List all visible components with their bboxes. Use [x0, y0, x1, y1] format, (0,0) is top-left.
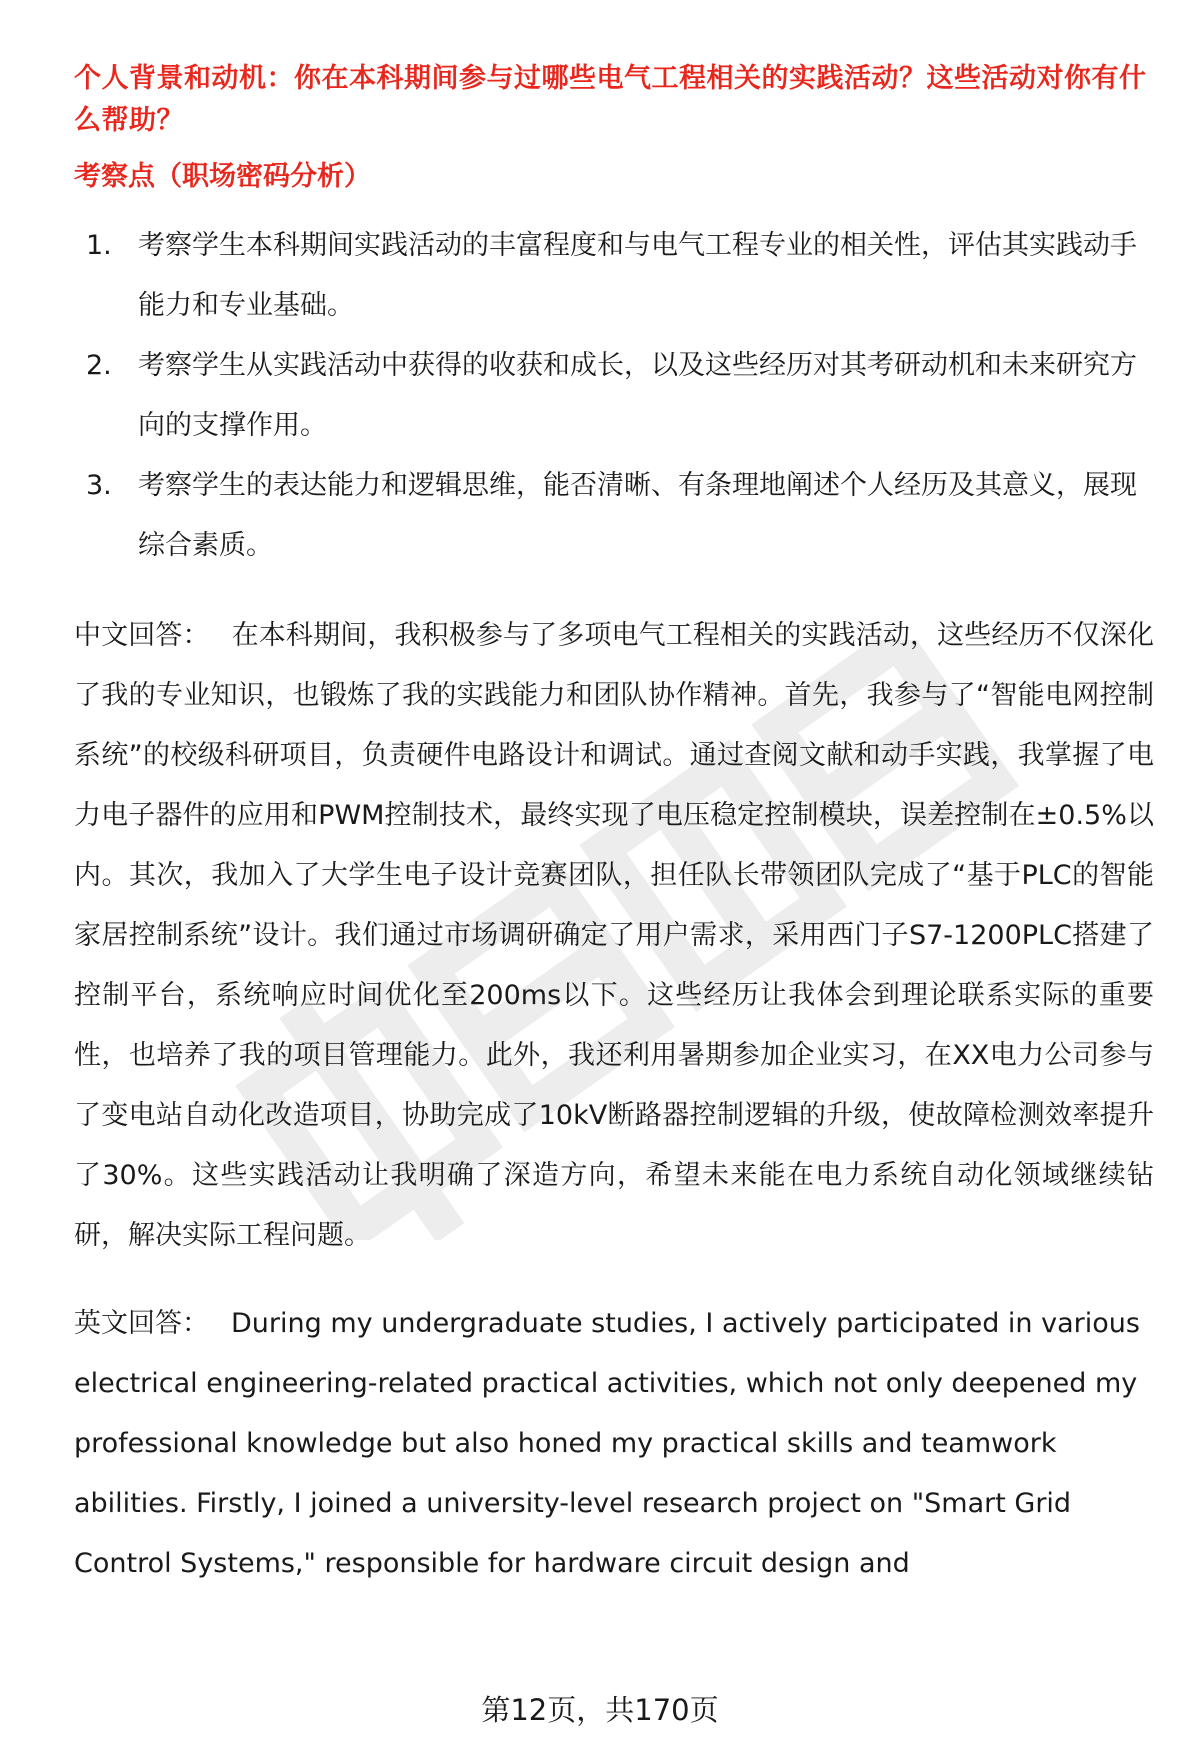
question-heading: 个人背景和动机：你在本科期间参与过哪些电气工程相关的实践活动？这些活动对你有什么帮助？ [74, 63, 1147, 136]
english-answer-text: During my undergraduate studies, I actively participated in various electrical engineering-related practical activities, which not only deepened my professional knowledge but also honed my practical skills and teamwork abilities. Firstly, I joined a university-level research project on "Smart Grid Control Systems," responsible for hardware circuit design and [74, 1308, 1140, 1579]
list-item-text: 考察学生本科期间实践活动的丰富程度和与电气工程专业的相关性，评估其实践动手能力和专业基础。 [138, 230, 1137, 321]
chinese-answer [74, 606, 1154, 1266]
list-item-number: 2. [86, 350, 112, 381]
chinese-answer-text: 在本科期间，我积极参与了多项电气工程相关的实践活动，这些经历不仅深化了我的专业知识，也锻炼了我的实践能力和团队协作精神。首先，我参与了“智能电网控制系统”的校级科研项目，负责硬件电路设计和调试。通过查阅文献和动手实践，我掌握了电力电子器件的应用和PWM控制技术，最终实现了电压稳定控制模块，误差控制在±0.5%以内。其次，我加入了大学生电子设计竞赛团队，担任队长带领团队完成了“基于PLC的智能家居控制系统”设计。我们通过市场调研确定了用户需求，采用西门子S7-1200PLC搭建了控制平台，系统响应时间优化至200ms以下。这些经历让我体会到理论联系实际的重要性，也培养了我的项目管理能力。此外，我还利用暑期参加企业实习，在XX电力公司参与了变电站自动化改造项目，协助完成了10kV断路器控制逻辑的升级，使故障检测效率提升了30%。这些实践活动让我明确了深造方向，希望未来能在电力系统自动化领域继续钻研，解决实际工程问题。 [74, 620, 1155, 1251]
list-item [74, 336, 1154, 456]
list-item-text: 考察学生从实践活动中获得的收获和成长，以及这些经历对其考研动机和未来研究方向的支撑作用。 [138, 350, 1137, 441]
list-item-number: 3. [86, 470, 112, 501]
chinese-answer-label: 中文回答： [74, 620, 210, 651]
assessment-points-list [74, 216, 1154, 576]
list-item [74, 456, 1154, 576]
list-item-number: 1. [86, 230, 112, 261]
section-heading: 考察点（职场密码分析） [74, 161, 371, 192]
english-answer [74, 1294, 1154, 1594]
document-page [74, 58, 1154, 1594]
page-number-footer: 第12页，共170页 [481, 1693, 719, 1727]
english-answer-label: 英文回答： [74, 1308, 209, 1339]
list-item [74, 216, 1154, 336]
list-item-text: 考察学生的表达能力和逻辑思维，能否清晰、有条理地阐述个人经历及其意义，展现综合素质。 [138, 470, 1137, 561]
